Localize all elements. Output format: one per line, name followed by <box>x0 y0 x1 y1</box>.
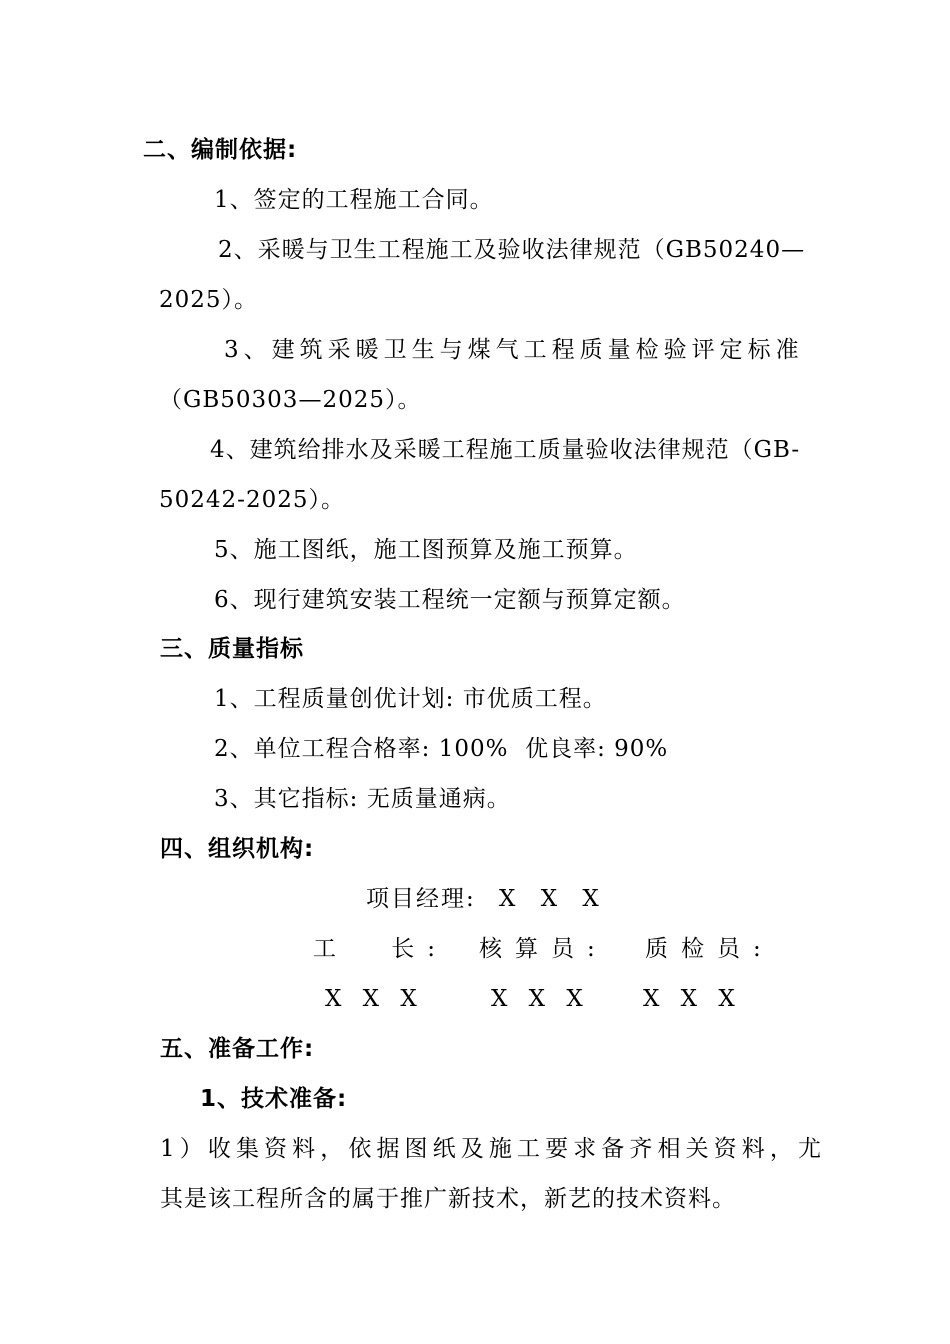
quality-item-3: 3、其它指标: 无质量通病。 <box>214 786 511 812</box>
basis-item-2-line2: 2025）。 <box>159 287 259 313</box>
preparation-paragraph-line2: 其是该工程所含的属于推广新技术，新艺的技术资料。 <box>160 1186 736 1212</box>
quality-item-2: 2、单位工程合格率: 100% 优良率: 90% <box>214 736 669 762</box>
basis-item-6: 6、现行建筑安装工程统一定额与预算定额。 <box>214 587 686 613</box>
accountant-name: X X X <box>491 986 583 1012</box>
basis-item-3-line2: （GB50303—2025）。 <box>159 387 422 413</box>
basis-item-2-line1: 2、采暖与卫生工程施工及验收法律规范（GB50240— <box>218 237 806 263</box>
section-heading-quality: 三、质量指标 <box>160 636 304 662</box>
basis-item-1: 1、签定的工程施工合同。 <box>214 187 494 213</box>
role-inspector: 质检员: <box>645 936 774 962</box>
inspector-name: X X X <box>643 986 735 1012</box>
role-foreman: 工 长: <box>313 936 449 962</box>
basis-item-4-line2: 50242-2025）。 <box>159 487 345 513</box>
basis-item-5: 5、施工图纸，施工图预算及施工预算。 <box>214 537 638 563</box>
section-heading-organization: 四、组织机构: <box>160 836 315 862</box>
section-heading-preparation: 五、准备工作: <box>160 1036 315 1062</box>
foreman-name: X X X <box>325 986 417 1012</box>
basis-item-4-line1: 4、建筑给排水及采暖工程施工质量验收法律规范（GB- <box>210 437 801 463</box>
project-manager: 项目经理: X X X <box>366 886 601 912</box>
preparation-paragraph-line1: 1）收集资料，依据图纸及施工要求备齐相关资料，尤 <box>160 1136 822 1162</box>
basis-item-3-line1: 3、建筑采暖卫生与煤气工程质量检验评定标准 <box>224 337 804 363</box>
section-heading-basis: 二、编制依据: <box>143 137 298 163</box>
subheading-technical-preparation: 1、技术准备: <box>200 1086 348 1112</box>
role-accountant: 核算员: <box>479 936 608 962</box>
quality-item-1: 1、工程质量创优计划: 市优质工程。 <box>214 686 607 712</box>
